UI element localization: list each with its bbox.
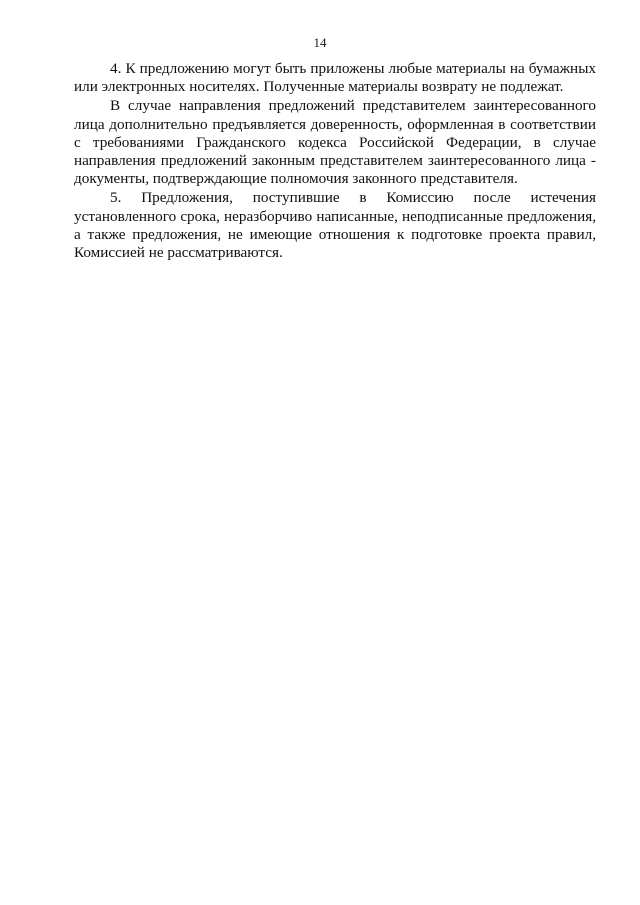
page-number: 14 (313, 35, 327, 50)
paragraph-materials: 4. К предложению могут быть приложены любые материалы на бумажных или электронных носителях. Полученные материалы возврату не подлежат. (74, 60, 596, 96)
document-body (74, 60, 596, 262)
paragraph-rejected-proposals: 5. Предложения, поступившие в Комиссию после истечения установленного срока, неразборчиво написанные, неподписанные предложения, а также предложения, не имеющие отношения к подготовке проекта правил, Комиссией не рассматриваются. (74, 189, 596, 262)
paragraph-representative: В случае направления предложений представителем заинтересованного лица дополнительно предъявляется доверенность, оформленная в соответствии с требованиями Гражданского кодекса Российской Федерации, в случае направления предложений законным представителем заинтересованного лица - документы, подтверждающие полномочия законного представителя. (74, 97, 596, 188)
